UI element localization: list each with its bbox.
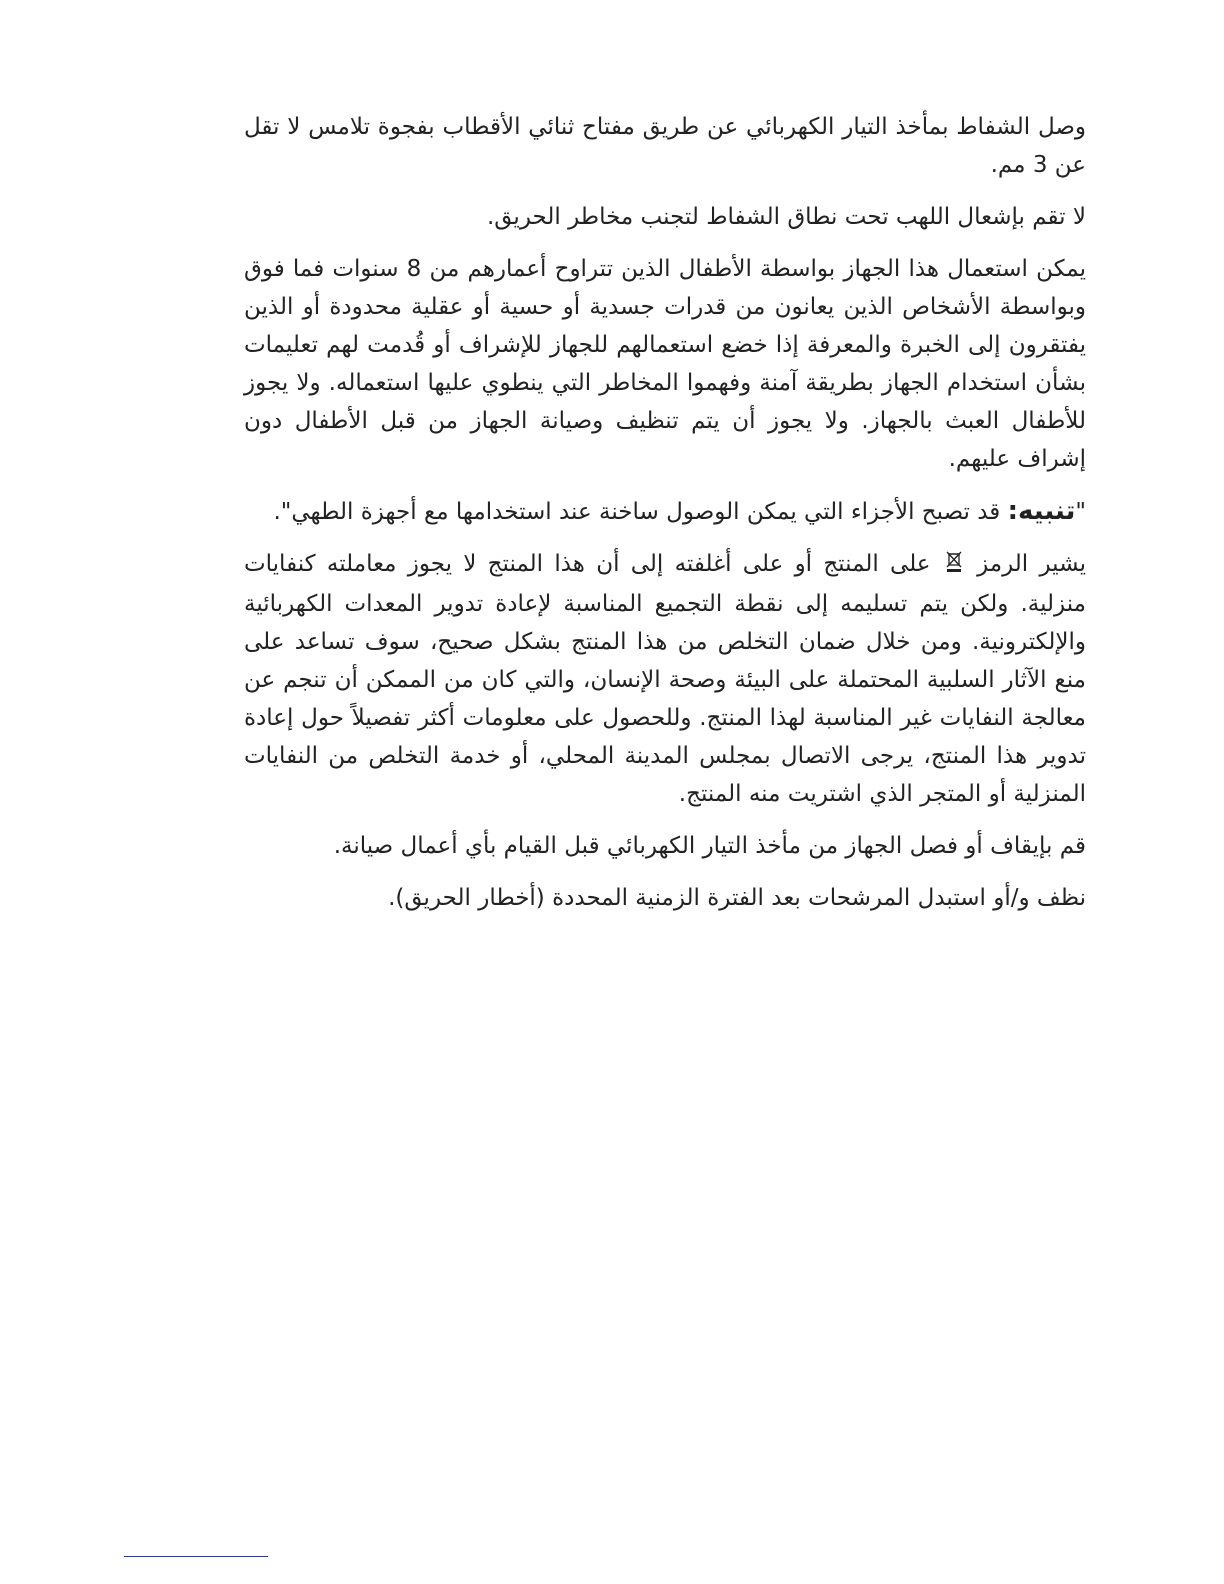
paragraph-warning (244, 492, 1086, 531)
footnote-separator-line (124, 1556, 268, 1557)
crossed-out-wheelie-bin-icon (946, 547, 962, 585)
manual-text-body (244, 108, 1086, 931)
paragraph-bipolar-switch: وصل الشفاط بمأخذ التيار الكهربائي عن طريق مفتاح ثنائي الأقطاب بفجوة تلامس لا تقل عن 3 مم. (244, 114, 1086, 178)
paragraph-maintenance-power-off: قم بإيقاف أو فصل الجهاز من مأخذ التيار الكهربائي قبل القيام بأي أعمال صيانة. (333, 833, 1086, 859)
paragraph-filter-replacement: نظف و/أو استبدل المرشحات بعد الفترة الزمنية المحددة (أخطار الحريق). (388, 885, 1086, 911)
paragraph-weee-disposal (244, 545, 1086, 813)
weee-text-before: يشير الرمز (965, 551, 1086, 577)
paragraph-no-flame: لا تقم بإشعال اللهب تحت نطاق الشفاط لتجنب مخاطر الحريق. (486, 204, 1086, 230)
paragraph-children-safety: يمكن استعمال هذا الجهاز بواسطة الأطفال الذين تتراوح أعمارهم من 8 سنوات فما فوق وبواسطة الأشخاص الذين يعانون من قدرات جسدية أو حسية أو عقلية محدودة أو الذين يفتقرون إلى الخبرة والمعرفة إذا خضع استعمالهم للجهاز للإشراف أو قُدمت لهم تعليمات بشأن استخدام الجهاز بطريقة آمنة وفهموا المخاطر التي ينطوي عليها استعماله. ولا يجوز للأطفال العبث بالجهاز. ولا يجوز أن يتم تنظيف وصيانة الجهاز من قبل الأطفال دون إشراف عليهم. (244, 256, 1087, 472)
weee-text-after: على المنتج أو على أغلفته إلى أن هذا المنتج لا يجوز معاملته كنفايات منزلية. ولكن يتم تسليمه إلى نقطة التجميع المناسبة لإعادة تدوير المعدات الكهربائية والإلكترونية. ومن خلال ضمان التخلص من هذا المنتج بشكل صحيح، سوف تساعد على منع الآثار السلبية المحتملة على البيئة وصحة الإنسان، والتي كان من الممكن أن تنجم عن معالجة النفايات غير المناسبة لهذا المنتج. وللحصول على معلومات أكثر تفصيلاً حول إعادة تدوير هذا المنتج، يرجى الاتصال بمجلس المدينة المحلي، أو خدمة التخلص من النفايات المنزلية أو المتجر الذي اشتريت منه المنتج. (244, 551, 1086, 807)
warning-open-quote: " (1075, 499, 1086, 525)
warning-text: قد تصبح الأجزاء التي يمكن الوصول ساخنة عند استخدامها مع أجهزة الطهي (291, 499, 1008, 525)
warning-close-quote: ". (273, 499, 292, 525)
warning-label: تنبيه: (1007, 496, 1076, 526)
